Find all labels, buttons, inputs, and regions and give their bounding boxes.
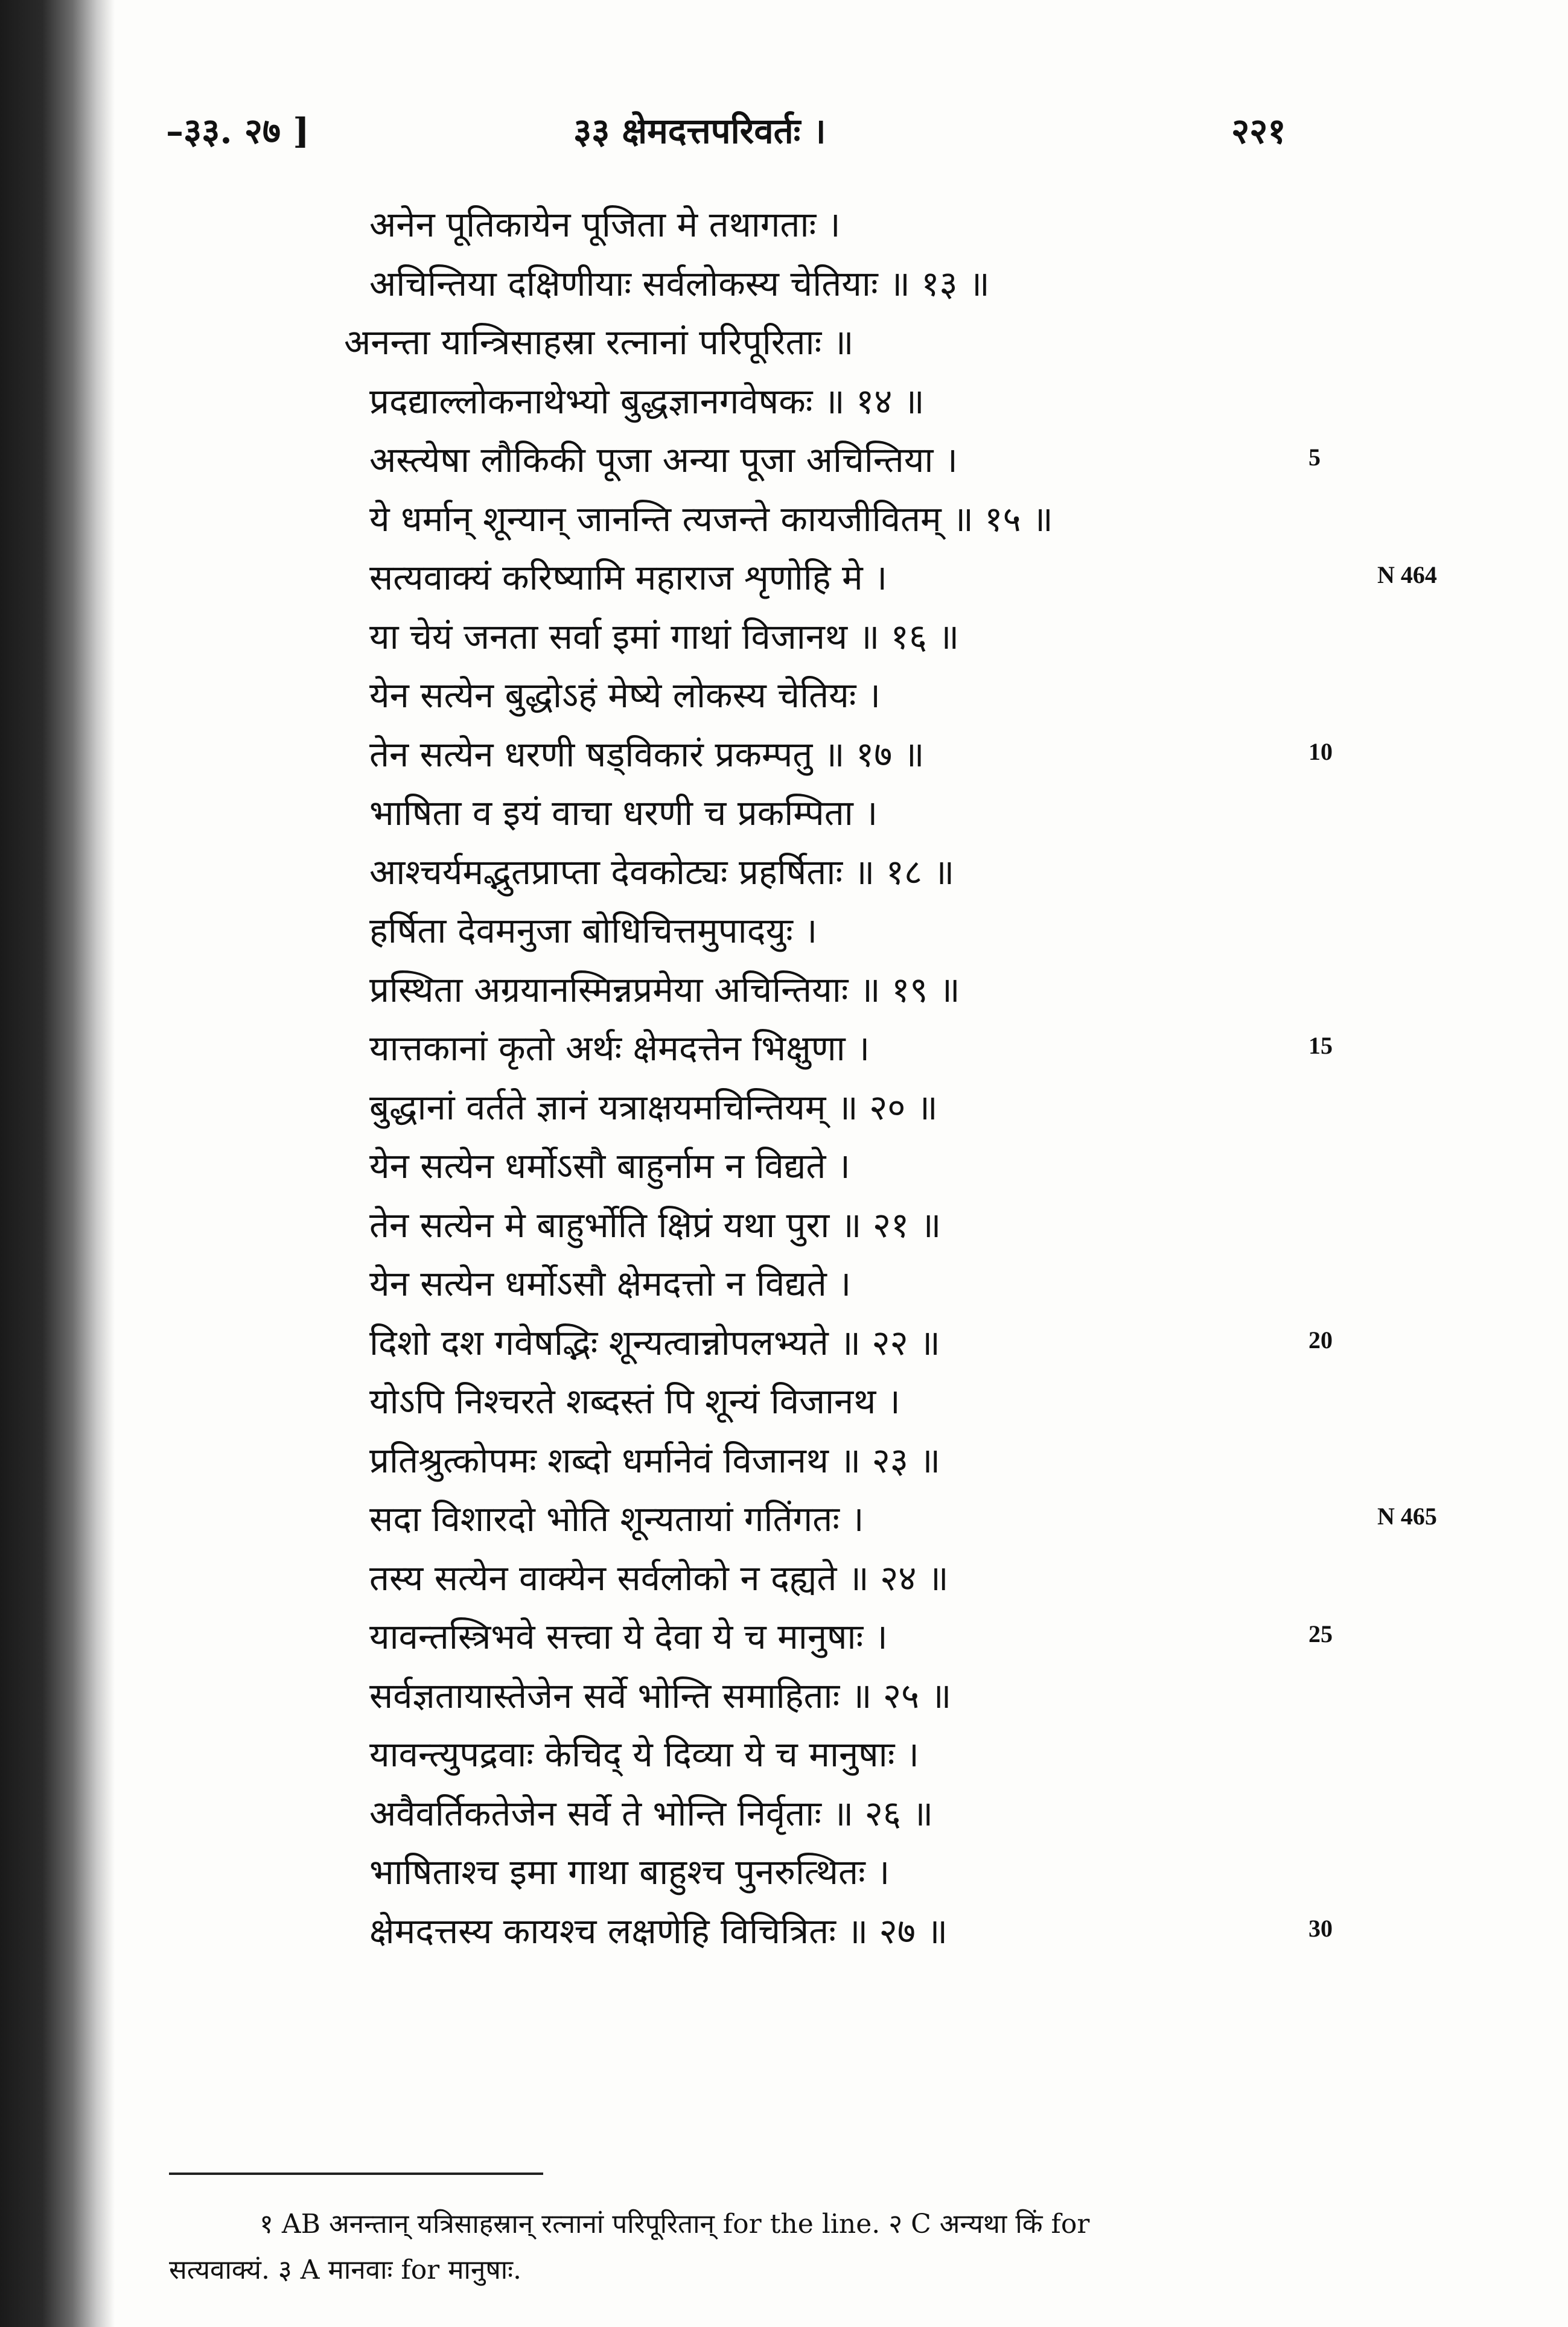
verse-line [0,729,1568,788]
verse-text: तेन सत्येन मे बाहुर्भोति क्षिप्रं यथा पुरा ॥ २१ ॥ [369,1205,942,1246]
verse-text: येन सत्येन बुद्धोऽहं मेष्ये लोकस्य चेतियः । [369,675,881,716]
verse-line [0,1141,1568,1200]
line-number: 20 [1308,1326,1333,1354]
verse-text: आश्चर्यमद्भुतप्राप्ता देवकोट्यः प्रहर्षिताः ॥ १८ ॥ [369,852,955,893]
verse-line [0,847,1568,906]
line-number: 5 [1308,444,1321,471]
verse-line [0,199,1568,258]
verse-line [0,905,1568,964]
verse-text: भाषिता व इयं वाचा धरणी च प्रकम्पिता । [369,792,878,833]
verse-line [0,1317,1568,1377]
verse-line [0,258,1568,317]
verse-line [0,1611,1568,1670]
verse-text: बुद्धानां वर्तते ज्ञानं यत्राक्षयमचिन्तियम् ॥ २० ॥ [369,1087,938,1128]
verse-text: योऽपि निश्चरते शब्दस्तं पि शून्यं विजानथ । [369,1381,900,1422]
verse-text: प्रतिश्रुत्कोपमः शब्दो धर्मानेवं विजानथ ॥ २३ ॥ [369,1440,941,1481]
verse-text: येन सत्येन धर्मोऽसौ क्षेमदत्तो न विद्यते । [369,1263,852,1304]
verse-text: ये धर्मान् शून्यान् जानन्ति त्यजन्ते कायजीवितम् ॥ १५ ॥ [369,498,1053,540]
header-page-number: २२१ [1231,110,1286,151]
line-number: 10 [1308,738,1333,765]
line-number: 25 [1308,1620,1333,1647]
verse-line [0,1670,1568,1730]
manuscript-reference: N 464 [1377,561,1437,588]
verse-text: हर्षिता देवमनुजा बोधिचित्तमुपादयुः । [369,910,818,951]
verse-text: तेन सत्येन धरणी षड्विकारं प्रकम्पतु ॥ १७ ॥ [369,734,925,775]
verse-text: सदा विशारदो भोति शून्यतायां गतिंगतः । [369,1498,864,1539]
verse-line [0,1082,1568,1141]
verse-line [0,788,1568,847]
verse-line [0,670,1568,729]
verse-text: क्षेमदत्तस्य कायश्च लक्षणेहि विचित्रितः ॥ २७ ॥ [369,1911,948,1952]
running-header [0,106,1568,160]
line-number: 30 [1308,1915,1333,1942]
verse-line [0,376,1568,435]
verse-text: सत्यवाक्यं करिष्यामि महाराज शृणोहि मे । [369,557,888,598]
verse-line [0,1200,1568,1259]
footnote-line: सत्यवाक्यं. ३ A मानवाः for मानुषाः. [169,2255,522,2285]
header-chapter-title: ३३ क्षेमदत्तपरिवर्तः । [573,110,826,151]
verse-text: अवैवर्तिकतेजेन सर्वे ते भोन्ति निर्वृताः ॥ २६ ॥ [369,1793,934,1834]
verse-text: तस्य सत्येन वाक्येन सर्वलोको न दह्यते ॥ २४ ॥ [369,1558,949,1599]
verse-text: यात्तकानां कृतो अर्थः क्षेमदत्तेन भिक्षुणा । [369,1028,870,1069]
verse-text: यावन्त्युपद्रवाः केचिद् ये दिव्या ये च मानुषाः । [369,1734,919,1775]
verse-text: प्रस्थिता अग्रयानस्मिन्नप्रमेया अचिन्तियाः ॥ १९ ॥ [369,969,960,1010]
verse-line [0,1553,1568,1612]
verse-line [0,494,1568,553]
verse-line [0,611,1568,670]
verse-line [0,317,1568,376]
verse-line [0,1023,1568,1082]
verse-line [0,964,1568,1023]
verse-line [0,1376,1568,1435]
verse-text: भाषिताश्च इमा गाथा बाहुश्च पुनरुत्थितः । [369,1851,890,1892]
verse-text: सर्वज्ञतायास्तेजेन सर्वे भोन्ति समाहिताः ॥ २५ ॥ [369,1675,952,1716]
line-number: 15 [1308,1032,1333,1059]
verse-text: अनन्ता यान्त्रिसाहस्रा रत्नानां परिपूरिताः ॥ [344,322,854,363]
verse-text: अस्त्येषा लौकिकी पूजा अन्या पूजा अचिन्तिया । [369,439,958,480]
verse-text: या चेयं जनता सर्वा इमां गाथां विजानथ ॥ १६ ॥ [369,616,960,657]
verse-line [0,435,1568,494]
verse-line [0,552,1568,611]
header-verse-range: –३३. २७ ] [166,110,310,151]
verse-line [0,1435,1568,1494]
verse-text: अनेन पूतिकायेन पूजिता मे तथागताः । [369,204,841,245]
verse-text: दिशो दश गवेषद्भिः शून्यत्वान्नोपलभ्यते ॥ २२ ॥ [369,1322,940,1363]
verse-line [0,1729,1568,1788]
verse-line [0,1847,1568,1906]
footnote-rule [169,2173,543,2175]
footnotes [169,2201,1316,2293]
footnote-line: १ AB अनन्तान् यत्रिसाहस्रान् रत्नानां परिपूरितान् for the line. २ C अन्यथा किं for [260,2209,1090,2239]
verse-line [0,1258,1568,1317]
verse-line [0,1788,1568,1847]
verse-line [0,1906,1568,1965]
verse-text: अचिन्तिया दक्षिणीयाः सर्वलोकस्य चेतियाः ॥ १३ ॥ [369,263,990,304]
verse-text: प्रदद्याल्लोकनाथेभ्यो बुद्धज्ञानगवेषकः ॥ १४ ॥ [369,381,925,422]
manuscript-reference: N 465 [1377,1503,1437,1530]
verse-line [0,1494,1568,1553]
verse-text: येन सत्येन धर्मोऽसौ बाहुर्नाम न विद्यते । [369,1145,850,1186]
verse-text: यावन्तस्त्रिभवे सत्त्वा ये देवा ये च मानुषाः । [369,1616,888,1657]
